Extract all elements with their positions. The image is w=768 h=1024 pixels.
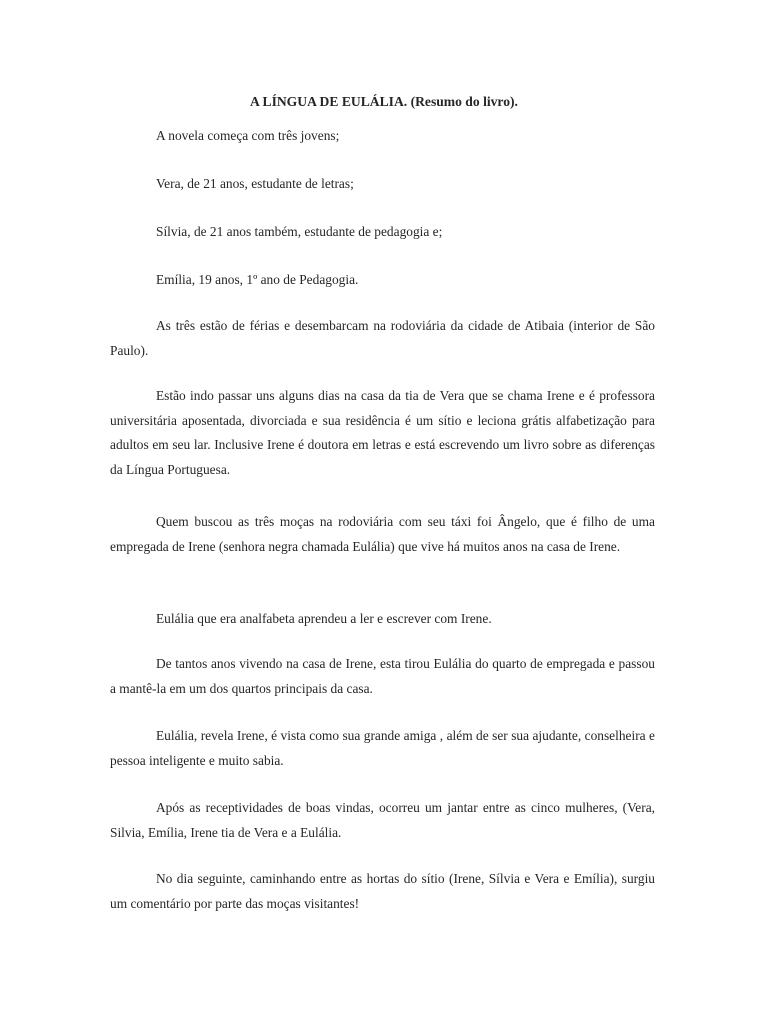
paragraph: As três estão de férias e desembarcam na rodoviária da cidade de Atibaia (interior de São Paulo). [110, 318, 655, 358]
paragraph: Eulália, revela Irene, é vista como sua grande amiga , além de ser sua ajudante, conselheira e pessoa inteligente e muito sabia. [110, 728, 655, 768]
paragraph: Após as receptividades de boas vindas, ocorreu um jantar entre as cinco mulheres, (Vera, Silvia, Emília, Irene tia de Vera e a Eulália. [110, 800, 655, 840]
paragraph: Eulália que era analfabeta aprendeu a ler e escrever com Irene. [156, 611, 492, 626]
paragraph: Sílvia, de 21 anos também, estudante de pedagogia e; [156, 224, 443, 239]
paragraph: A novela começa com três jovens; [156, 128, 340, 143]
paragraph: Estão indo passar uns alguns dias na casa da tia de Vera que se chama Irene e é professora universitária aposentada, divorciada e sua residência é um sítio e leciona grátis alfabetização para adultos em seu lar. Inclusive Irene é doutora em letras e está escrevendo um livro sobre as diferenças da Língua Portuguesa. [110, 388, 655, 477]
paragraph: De tantos anos vivendo na casa de Irene, esta tirou Eulália do quarto de empregada e passou a mantê-la em um dos quartos principais da casa. [110, 656, 655, 696]
paragraph: No dia seguinte, caminhando entre as hortas do sítio (Irene, Sílvia e Vera e Emília), surgiu um comentário por parte das moças visitantes! [110, 871, 655, 911]
paragraph: Emília, 19 anos, 1º ano de Pedagogia. [156, 272, 359, 287]
paragraph: Quem buscou as três moças na rodoviária com seu táxi foi Ângelo, que é filho de uma empregada de Irene (senhora negra chamada Eulália) que vive há muitos anos na casa de Irene. [110, 514, 655, 554]
paragraph: Vera, de 21 anos, estudante de letras; [156, 176, 354, 191]
document-title: A LÍNGUA DE EULÁLIA. (Resumo do livro). [250, 94, 518, 109]
